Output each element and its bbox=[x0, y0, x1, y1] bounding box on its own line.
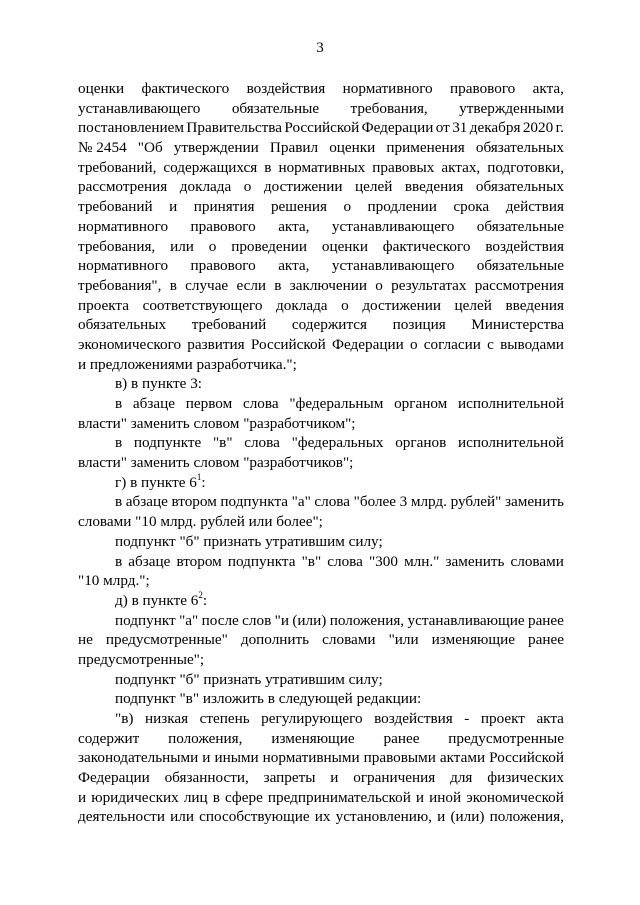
text-line bbox=[78, 571, 564, 591]
line-text: подпункт "б" признать утратившим силу; bbox=[115, 670, 383, 688]
word: предпринимательской bbox=[267, 788, 411, 806]
word: содержит bbox=[78, 729, 140, 747]
word: слов bbox=[242, 611, 272, 629]
word: требования", bbox=[78, 276, 162, 294]
word: с bbox=[487, 335, 494, 353]
text-line bbox=[78, 158, 564, 178]
text-line bbox=[78, 177, 564, 197]
word: регулирующего bbox=[261, 710, 363, 727]
text-line bbox=[78, 512, 564, 532]
word: достижении bbox=[263, 178, 343, 196]
word: Министерства bbox=[471, 316, 564, 334]
word: Правил bbox=[269, 139, 319, 157]
page-number: 3 bbox=[316, 40, 324, 56]
text-line bbox=[78, 650, 564, 670]
word: исполнительной bbox=[457, 434, 564, 452]
word: и bbox=[437, 808, 446, 826]
word: соответствующего bbox=[142, 296, 263, 314]
text-line bbox=[78, 611, 564, 631]
word: исполнительной bbox=[458, 395, 564, 412]
word: абзаце bbox=[132, 395, 175, 412]
word: о bbox=[243, 178, 252, 196]
word: доклада bbox=[276, 296, 328, 314]
text-line bbox=[78, 99, 564, 119]
word: Федерации bbox=[332, 335, 404, 353]
word: в bbox=[115, 434, 123, 452]
word: правовыми bbox=[363, 749, 436, 767]
word: предусмотренные bbox=[448, 729, 564, 747]
superscript: 1 bbox=[196, 471, 202, 482]
word: втором bbox=[171, 493, 217, 511]
text-line bbox=[78, 315, 564, 335]
line-text: подпункт "в" изложить в следующей редакции: bbox=[115, 690, 422, 708]
word: срока bbox=[453, 198, 490, 216]
word: развития bbox=[187, 335, 245, 353]
word: словами bbox=[510, 552, 564, 570]
word: требования, bbox=[350, 99, 428, 117]
word: о bbox=[341, 296, 349, 314]
word: для bbox=[450, 769, 473, 787]
superscript: 2 bbox=[198, 589, 203, 600]
word: первом bbox=[185, 395, 233, 412]
text-line bbox=[78, 689, 564, 709]
word: положения, bbox=[168, 729, 243, 747]
word: обязательные bbox=[231, 99, 320, 117]
word: обязательные bbox=[476, 257, 564, 275]
word: заменить bbox=[504, 493, 564, 511]
word: подготовки, bbox=[487, 158, 564, 176]
word: Федерации bbox=[361, 119, 434, 137]
word: запреты bbox=[263, 769, 316, 787]
word: подпункта bbox=[220, 493, 289, 511]
text-line bbox=[78, 414, 564, 434]
word: слова bbox=[314, 493, 351, 511]
word: введения bbox=[404, 178, 464, 196]
word: органом bbox=[394, 395, 448, 412]
document-body bbox=[78, 79, 564, 827]
word: рассмотрения bbox=[474, 276, 564, 294]
word: словами bbox=[322, 631, 376, 649]
word: декабря bbox=[469, 119, 521, 137]
word: принятия bbox=[193, 198, 255, 216]
word: действия bbox=[505, 198, 564, 216]
word: акта bbox=[536, 710, 564, 727]
word: положения, bbox=[329, 611, 405, 629]
word: в bbox=[115, 395, 123, 412]
word: проекта bbox=[78, 296, 129, 314]
word: после bbox=[201, 611, 239, 629]
word: слова bbox=[242, 395, 279, 412]
word: рассмотрения bbox=[78, 178, 168, 196]
line-text: и предложениями разработчика."; bbox=[78, 355, 297, 373]
word: оценки bbox=[78, 80, 125, 97]
word: экономического bbox=[78, 335, 182, 353]
word: требований bbox=[78, 198, 153, 216]
word: правового bbox=[450, 80, 516, 97]
word: правового bbox=[190, 217, 256, 235]
text-line bbox=[78, 532, 564, 552]
word: 3 bbox=[399, 493, 408, 511]
word: проект bbox=[480, 710, 525, 727]
line-text-after: : bbox=[202, 591, 208, 609]
word: о bbox=[375, 276, 383, 294]
word: № 2454 bbox=[78, 139, 127, 157]
text-line bbox=[78, 748, 564, 768]
word: и bbox=[78, 788, 87, 806]
word: низкая bbox=[144, 710, 189, 727]
word: утверждении bbox=[173, 139, 259, 157]
text-line bbox=[78, 729, 564, 749]
word: утвержденными bbox=[459, 99, 564, 117]
word: 2020 bbox=[522, 119, 554, 137]
text-line bbox=[78, 788, 564, 808]
word: законодательными bbox=[78, 749, 199, 767]
text-line bbox=[78, 473, 564, 493]
word: и bbox=[169, 198, 178, 216]
text-line bbox=[78, 118, 564, 138]
word: абзаце bbox=[128, 552, 171, 570]
text-line bbox=[78, 296, 564, 316]
text-line bbox=[78, 374, 564, 394]
word: достижении bbox=[362, 296, 441, 314]
word: проведении bbox=[231, 237, 307, 255]
text-line bbox=[78, 433, 564, 453]
word: и bbox=[415, 788, 425, 806]
word: "и bbox=[274, 611, 289, 629]
word: в bbox=[212, 788, 220, 806]
word: млрд. bbox=[410, 493, 447, 511]
word: о bbox=[409, 335, 418, 353]
word: изменяющие bbox=[271, 729, 355, 747]
word: ранее bbox=[527, 611, 564, 629]
word: воздействия bbox=[374, 710, 453, 727]
word: степень bbox=[199, 710, 250, 727]
word: положения, bbox=[489, 808, 564, 826]
word: случае bbox=[185, 276, 229, 294]
text-line bbox=[78, 670, 564, 690]
text-line bbox=[78, 197, 564, 217]
word: требований, bbox=[78, 158, 157, 176]
word: в bbox=[115, 552, 123, 570]
word: если bbox=[236, 276, 267, 294]
text-line bbox=[78, 355, 564, 375]
word: выводами bbox=[500, 335, 564, 353]
word: устанавливающие bbox=[407, 611, 525, 629]
word: воздействия bbox=[246, 80, 326, 97]
word: или bbox=[170, 237, 194, 255]
word: фактического bbox=[141, 80, 230, 97]
word: нормативного bbox=[342, 80, 433, 97]
word: установлению, bbox=[335, 808, 432, 826]
word: в bbox=[115, 493, 123, 511]
text-line bbox=[78, 552, 564, 572]
line-text: "10 млрд."; bbox=[78, 572, 150, 590]
word: дополнить bbox=[240, 631, 310, 649]
word: "Об bbox=[137, 139, 163, 157]
word: "или bbox=[388, 631, 419, 649]
text-line bbox=[78, 237, 564, 257]
word: или bbox=[170, 808, 194, 826]
word: (или) bbox=[292, 611, 327, 629]
word: о bbox=[208, 237, 217, 255]
word: продлении bbox=[367, 198, 437, 216]
word: "более bbox=[353, 493, 397, 511]
word: целей bbox=[355, 178, 393, 196]
text-line bbox=[78, 394, 564, 414]
word: содержащихся bbox=[163, 158, 258, 176]
word: Российской bbox=[489, 749, 564, 767]
text-line bbox=[78, 79, 564, 99]
word: нормативных bbox=[278, 158, 366, 176]
word: иными bbox=[214, 749, 259, 767]
word: воздействия bbox=[485, 237, 564, 255]
word: млн." bbox=[404, 552, 440, 570]
word: рублей" bbox=[450, 493, 502, 511]
word: "в" bbox=[212, 434, 233, 452]
word: "в) bbox=[115, 710, 134, 727]
word: деятельности bbox=[78, 808, 165, 826]
word: требования, bbox=[78, 237, 156, 255]
word: актами bbox=[439, 749, 486, 767]
text-line bbox=[78, 276, 564, 296]
text-line bbox=[78, 256, 564, 276]
word: содержится bbox=[291, 316, 367, 334]
word: устанавливающего bbox=[331, 217, 455, 235]
word: акта, bbox=[278, 257, 310, 275]
word: и bbox=[330, 769, 339, 787]
text-line bbox=[78, 492, 564, 512]
word: устанавливающего bbox=[78, 99, 201, 117]
line-text: подпункт "б" признать утратившим силу; bbox=[115, 532, 383, 550]
word: их bbox=[314, 808, 331, 826]
word: экономической bbox=[466, 788, 564, 806]
word: применения bbox=[386, 139, 465, 157]
word: (или) bbox=[450, 808, 485, 826]
word: позиция bbox=[392, 316, 446, 334]
word: и bbox=[202, 749, 211, 767]
word: абзаце bbox=[125, 493, 168, 511]
word: подпункта bbox=[227, 552, 296, 570]
word: оценки bbox=[321, 237, 368, 255]
text-line bbox=[78, 709, 564, 729]
word: подпункт bbox=[115, 611, 176, 629]
word: ограничения bbox=[353, 769, 436, 787]
word: иной bbox=[429, 788, 462, 806]
word: "федеральным bbox=[289, 395, 384, 412]
word: акта, bbox=[278, 217, 310, 235]
line-text-after: : bbox=[201, 473, 206, 491]
word: лиц bbox=[183, 788, 208, 806]
word: "а" bbox=[179, 611, 199, 629]
word: "федеральных bbox=[291, 434, 384, 452]
word: о bbox=[343, 198, 352, 216]
word: - bbox=[464, 710, 470, 727]
word: правовых bbox=[372, 158, 435, 176]
word: акта, bbox=[532, 80, 564, 97]
word: Российской bbox=[284, 119, 360, 137]
line-text: власти" заменить словом "разработчиком"; bbox=[78, 414, 356, 432]
word: фактического bbox=[382, 237, 471, 255]
word: в bbox=[169, 276, 177, 294]
word: физических bbox=[487, 769, 564, 787]
word: решения bbox=[270, 198, 327, 216]
word: нормативного bbox=[78, 257, 169, 275]
word: ранее bbox=[528, 631, 564, 649]
word: способствующие bbox=[199, 808, 310, 826]
text-line bbox=[78, 591, 564, 611]
word: предусмотренные" bbox=[105, 631, 228, 649]
word: обязательных bbox=[475, 139, 564, 157]
word: изменяющие bbox=[431, 631, 515, 649]
word: слова bbox=[327, 552, 363, 570]
word: целей bbox=[454, 296, 492, 314]
word: органов bbox=[395, 434, 447, 452]
text-line bbox=[78, 807, 564, 827]
word: результатах bbox=[391, 276, 467, 294]
word: юридических bbox=[91, 788, 179, 806]
line-text: д) в пункте 6 bbox=[115, 591, 199, 609]
text-line bbox=[78, 630, 564, 650]
line-text: власти" заменить словом "разработчиков"; bbox=[78, 454, 354, 472]
word: от bbox=[435, 119, 450, 137]
word: доклада bbox=[179, 178, 232, 196]
line-text: г) в пункте 6 bbox=[115, 473, 197, 491]
word: требований bbox=[191, 316, 267, 334]
word: ранее bbox=[383, 729, 420, 747]
word: введения bbox=[505, 296, 564, 314]
word: в bbox=[264, 158, 272, 176]
word: сфере bbox=[225, 788, 263, 806]
word: обязанности, bbox=[164, 769, 249, 787]
word: заменить bbox=[445, 552, 505, 570]
word: обязательных bbox=[78, 316, 167, 334]
word: не bbox=[78, 631, 93, 649]
word: нормативного bbox=[78, 217, 169, 235]
line-text: словами "10 млрд. рублей или более"; bbox=[78, 513, 323, 531]
line-text: в) в пункте 3: bbox=[115, 375, 203, 393]
line-text: предусмотренные"; bbox=[78, 650, 205, 668]
word: Российской bbox=[250, 335, 326, 353]
word: подпункте bbox=[133, 434, 202, 452]
word: постановлением bbox=[78, 119, 185, 137]
word: оценки bbox=[329, 139, 376, 157]
word: Федерации bbox=[78, 769, 150, 787]
text-line bbox=[78, 138, 564, 158]
text-line bbox=[78, 453, 564, 473]
word: слова bbox=[244, 434, 280, 452]
text-line bbox=[78, 217, 564, 237]
word: обязательные bbox=[476, 217, 564, 235]
word: устанавливающего bbox=[331, 257, 455, 275]
word: г. bbox=[555, 119, 564, 137]
word: "а" bbox=[291, 493, 311, 511]
word: "300 bbox=[368, 552, 398, 570]
word: втором bbox=[176, 552, 222, 570]
text-line bbox=[78, 335, 564, 355]
word: в bbox=[274, 276, 282, 294]
word: заключении bbox=[289, 276, 367, 294]
word: нормативными bbox=[262, 749, 360, 767]
word: правового bbox=[190, 257, 256, 275]
word: "в" bbox=[301, 552, 322, 570]
text-line bbox=[78, 768, 564, 788]
word: Правительства bbox=[186, 119, 282, 137]
word: актах, bbox=[441, 158, 481, 176]
word: 31 bbox=[452, 119, 468, 137]
word: обязательных bbox=[475, 178, 564, 196]
word: согласии bbox=[423, 335, 481, 353]
